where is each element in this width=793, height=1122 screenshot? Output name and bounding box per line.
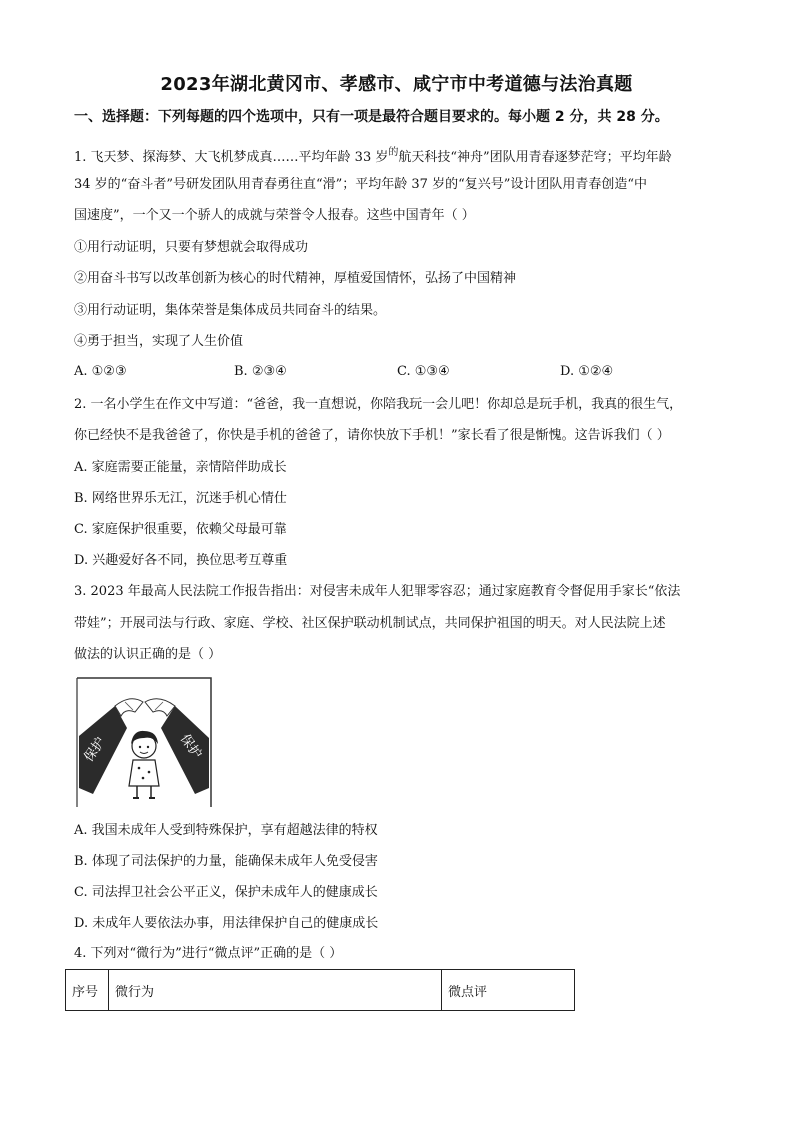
q2-option-d[interactable]: D. 兴趣爱好各不同，换位思考互尊重	[74, 553, 288, 568]
q1-stem-line-3: 国速度”，一个又一个骄人的成就与荣誉令人报春。这些中国青年（ ）	[74, 208, 475, 223]
q3-option-a[interactable]: A. 我国未成年人受到特殊保护，享有超越法律的特权	[74, 823, 378, 838]
left-sleeve-label: 保护	[81, 734, 109, 765]
table-header-row	[66, 970, 575, 1011]
q1-stem-part-a: 1. 飞天梦、探海梦、大飞机梦成真……平均年龄 33 岁	[74, 150, 389, 165]
q4-table	[65, 969, 575, 1011]
q4-stem: 4. 下列对“微行为”进行“微点评”正确的是（ ）	[74, 946, 343, 961]
q2-stem-line-1: 2. 一名小学生在作文中写道：“爸爸，我一直想说，你陪我玩一会儿吧！你却总是玩手机，我真的很生气，	[74, 397, 683, 412]
header-behavior: 微行为	[109, 970, 442, 1011]
q3-option-c[interactable]: C. 司法捍卫社会公平正义，保护未成年人的健康成长	[74, 885, 378, 900]
q1-stem-part-b: 航天科技“神舟”团队用青春逐梦茫穹；平均年龄	[398, 150, 672, 165]
q1-statement-4: ④勇于担当，实现了人生价值	[74, 334, 244, 349]
section-heading: 一、选择题：下列每题的四个选项中，只有一项是最符合题目要求的。每小题 2 分，共 28 分。	[74, 109, 669, 125]
protection-illustration	[75, 676, 213, 809]
q2-option-a[interactable]: A. 家庭需要正能量，亲情陪伴助成长	[74, 460, 287, 475]
q1-statement-1: ①用行动证明，只要有梦想就会取得成功	[74, 240, 309, 255]
q2-option-b[interactable]: B. 网络世界乐无江，沉迷手机心情仕	[74, 491, 287, 506]
q3-stem-line-2: 带娃”；开展司法与行政、家庭、学校、社区保护联动机制试点，共同保护祖国的明天。对人民法院上述	[74, 616, 666, 631]
q1-options	[74, 364, 634, 382]
q2-option-c[interactable]: C. 家庭保护很重要，依赖父母最可靠	[74, 522, 287, 537]
q3-stem-line-3: 做法的认识正确的是（ ）	[74, 647, 222, 662]
q3-option-d[interactable]: D. 未成年人要依法办事，用法律保护自己的健康成长	[74, 916, 379, 931]
q1-option-d[interactable]: D. ①②④	[560, 364, 614, 379]
page-title: 2023年湖北黄冈市、孝感市、咸宁市中考道德与法治真题	[160, 74, 633, 95]
header-comment: 微点评	[442, 970, 575, 1011]
q1-option-c[interactable]: C. ①③④	[397, 364, 450, 379]
q1-option-a[interactable]: A. ①②③	[74, 364, 127, 379]
q3-option-b[interactable]: B. 体现了司法保护的力量，能确保未成年人免受侵害	[74, 854, 378, 869]
q1-statement-2: ②用奋斗书写以改革创新为核心的时代精神，厚植爱国情怀，弘扬了中国精神	[74, 271, 517, 286]
q1-stem-line-2: 34 岁的“奋斗者”号研发团队用青春勇往直“滑”；平均年龄 37 岁的“复兴号”设计团队用青春创造“中	[74, 177, 648, 192]
q1-superscript: 的	[388, 147, 399, 158]
q1-option-b[interactable]: B. ②③④	[234, 364, 287, 379]
right-sleeve-label: 保护	[176, 731, 205, 762]
q1-statement-3: ③用行动证明，集体荣誉是集体成员共同奋斗的结果。	[74, 303, 387, 318]
q2-stem-line-2: 你已经快不是我爸爸了，你快是手机的爸爸了，请你快放下手机！”家长看了很是惭愧。这告诉我们（ ）	[74, 428, 670, 443]
header-index: 序号	[66, 970, 109, 1011]
q3-stem-line-1: 3. 2023 年最高人民法院工作报告指出：对侵害未成年人犯罪零容忍；通过家庭教育令督促用手家长“依法	[74, 584, 681, 599]
q1-stem-line-1	[74, 144, 672, 167]
